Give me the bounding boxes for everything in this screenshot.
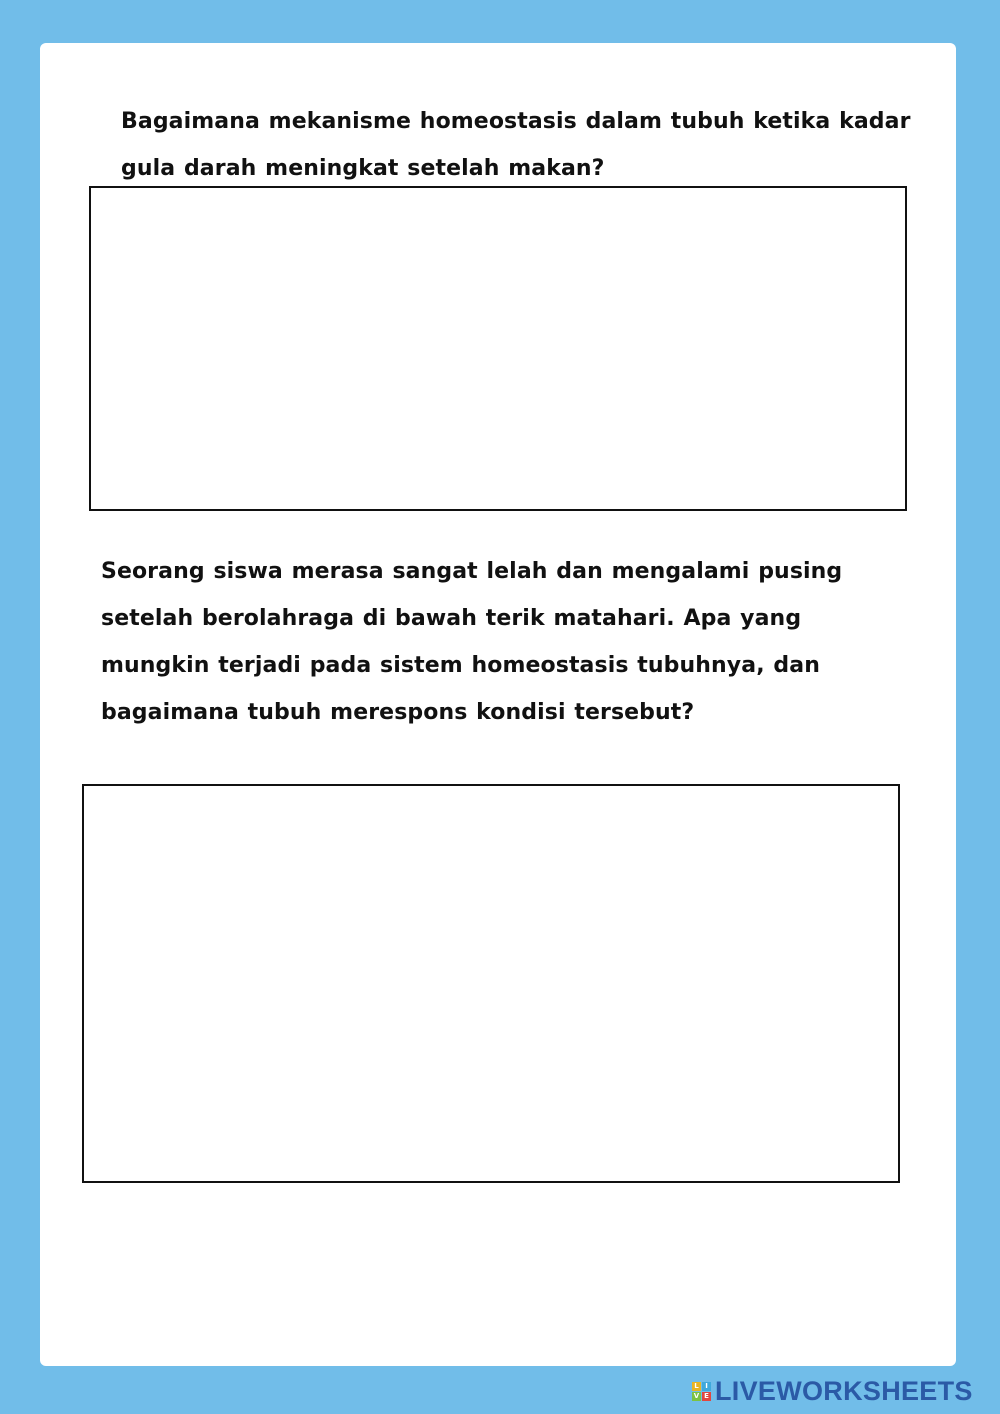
question-1-text: Bagaimana mekanisme homeostasis dalam tubuh ketika kadar gula darah meningkat setelah makan? [121,109,911,181]
logo-letter-v: V [693,1391,700,1400]
logo-letter-e: E [702,1392,711,1401]
logo-letter-i: I [702,1382,711,1391]
question-2-text: Seorang siswa merasa sangat lelah dan mengalami pusing setelah berolahraga di bawah terik matahari. Apa yang mungkin terjadi pada sistem homeostasis tubuhnya, dan bagaimana tubuh merespons kondisi tersebut? [101,559,843,725]
liveworksheets-brand [692,1374,973,1408]
brand-name: LIVEWORKSHEETS [715,1375,973,1406]
answer-box-1[interactable] [89,186,907,511]
answer-box-2[interactable] [82,784,900,1183]
liveworksheets-logo-icon [692,1382,711,1401]
worksheet-page [40,43,956,1366]
logo-letter-l: L [692,1382,701,1391]
